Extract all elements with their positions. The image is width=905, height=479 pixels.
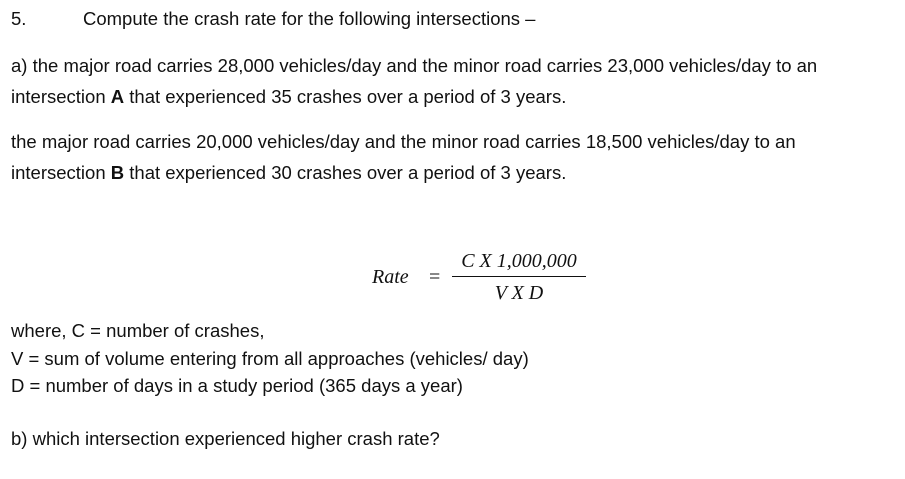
intersection-b-label: B [110, 162, 125, 183]
formula-equals: = [429, 266, 441, 288]
formula-lhs: Rate [372, 266, 409, 288]
part-a-line-2-post: that experienced 35 crashes over a period of 3 years. [124, 86, 567, 107]
part-a2-line-2-pre: intersection [11, 162, 111, 183]
part-a2-line-2 [11, 162, 566, 184]
intersection-a-label: A [110, 86, 125, 107]
definition-v: V = sum of volume entering from all approaches (vehicles/ day) [11, 348, 529, 369]
formula-denominator: V X D [494, 282, 544, 304]
part-a2-line-2-post: that experienced 30 crashes over a period of 3 years. [124, 162, 567, 183]
part-b-question: b) which intersection experienced higher crash rate? [11, 428, 440, 449]
fraction-bar [452, 276, 586, 277]
question-number: 5. [11, 8, 27, 29]
part-a-line-2-pre: intersection [11, 86, 111, 107]
part-a-line-2 [11, 86, 566, 108]
definition-c: where, C = number of crashes, [11, 320, 265, 341]
definition-d: D = number of days in a study period (365 days a year) [11, 375, 463, 396]
formula-numerator: C X 1,000,000 [461, 250, 577, 272]
part-a2-line-1: the major road carries 20,000 vehicles/day and the minor road carries 18,500 vehicles/day to an [11, 131, 796, 152]
part-a-line-1: a) the major road carries 28,000 vehicles/day and the minor road carries 23,000 vehicles/day to an [11, 55, 818, 76]
formula-fraction [452, 249, 586, 305]
question-title: Compute the crash rate for the following intersections – [83, 8, 536, 29]
